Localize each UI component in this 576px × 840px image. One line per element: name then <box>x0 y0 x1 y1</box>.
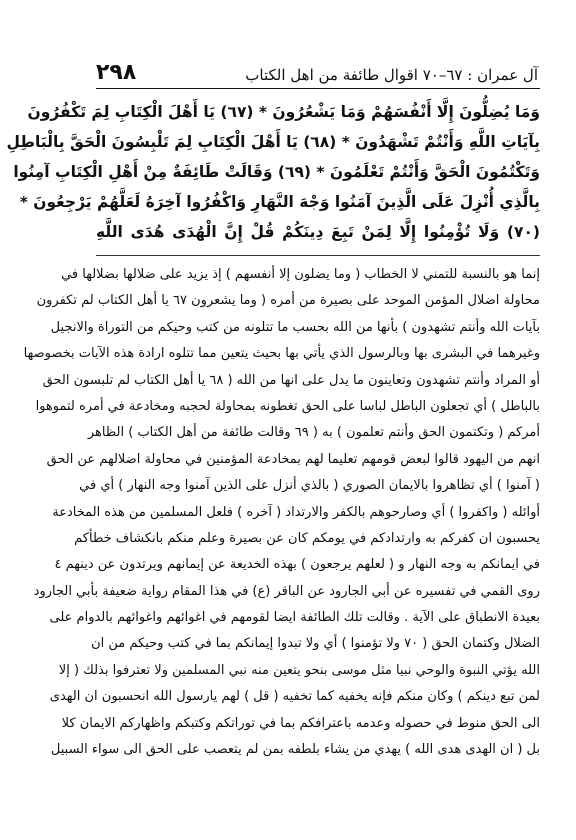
commentary-line: بآيات الله وأنتم تشهدون ) بأنها من الله بحسب ما تتلونه من كتب وحيكم من التوراة والانجيل <box>50 319 540 335</box>
commentary-text <box>23 262 540 763</box>
commentary-line: بالباطل ) أي تجعلون الباطل لباسا على الحق تغطونه بمحاولة لحجبه ومخادعة في أمره لتموهوا <box>35 398 540 414</box>
page-number: ٢٩٨ <box>96 60 137 85</box>
page-header <box>96 56 538 86</box>
commentary-line: بل ( ان الهدى هدى الله ) يهدي من يشاء بلطفه بمن لم يتعصب على الحق الى سواء السبيل <box>50 742 540 758</box>
commentary-line: انهم من اليهود قالوا لبعض قومهم تعليما لهم بمخادعة المؤمنين في محاولة اضلالهم عن الحق <box>46 451 540 467</box>
running-title: آل عمران : ٦٧–٧٠ اقوال طائفة من اهل الكتاب <box>245 66 538 84</box>
quran-line: (٧٠) وَلَا تُؤْمِنُوا إِلَّا لِمَنْ تَبِعَ دِينَكُمْ قُلْ إِنَّ الْهُدَى هُدَى اللَّهِ <box>96 223 540 241</box>
commentary-line: في ايمانكم به وجه النهار و ( لعلهم يرجعون ) بهذه الخديعة عن إيمانهم ويرتدون عن دينهم ٤ <box>54 557 540 573</box>
quran-line: بِآيَاتِ اللَّهِ وَأَنْتُمْ تَشْهَدُونَ * (٦٨) يَا أَهْلَ الْكِتَابِ لِمَ تَلْبِسُونَ الْحَقَّ بِالْبَاطِلِ <box>6 133 540 151</box>
commentary-line: بعيدة الانطباق على الآية . وقالت تلك الطائفة ايضا لقومهم في اغوائهم واغوائهم بالدوام على <box>49 610 540 626</box>
quran-line: وَتَكْتُمُونَ الْحَقَّ وَأَنْتُمْ تَعْلَمُونَ * (٦٩) وَقَالَتْ طَائِفَةٌ مِنْ أَهْلِ الْكِتَابِ آمِنُوا <box>13 163 540 181</box>
commentary-line: إنما هو بالنسبة للتمني لا الخطاب ( وما يضلون إلا أنفسهم ) إذ يزيد على ضلالها بضلالها في <box>61 267 540 282</box>
commentary-line: وغيرهما في البشرى بها وبالرسول الذي يأتي بها بحيث يتعين مما تتلوه ارادة هذه الآيات بخصوصها <box>23 346 540 362</box>
commentary-line: أمركم ( وتكتمون الحق وأنتم تعلمون ) به ( ٦٩ وقالت طائفة من أهل الكتاب ) الظاهر <box>87 425 540 441</box>
commentary-line: الى الحق منوط في حصوله وعدمه باعترافكم بما في توراتكم وكتبكم واظهاركم الايمان كلا <box>61 715 540 731</box>
quran-line: وَمَا يُضِلُّونَ إِلَّا أَنْفُسَهُمْ وَمَا يَشْعُرُونَ * (٦٧) يَا أَهْلَ الْكِتَابِ لِمَ تَكْفُرُونَ <box>27 103 540 121</box>
commentary-line: روى القمي في تفسيره عن أبي الجارود عن الباقر (ع) في هذا المقام رواية ضعيفة بأبي الجارود <box>33 583 540 599</box>
quran-line: بِالَّذِي أُنْزِلَ عَلَى الَّذِينَ آمَنُوا وَجْهَ النَّهَارِ وَاكْفُرُوا آخِرَهُ لَعَلَّهُمْ يَرْجِعُونَ * <box>19 193 540 211</box>
commentary-line: أو المراد وأنتم تشهدون وتعاينون ما يدل على انها من الله ( ٦٨ يا أهل الكتاب لم تلبسون الحق <box>42 372 540 388</box>
section-divider <box>96 255 540 256</box>
commentary-line: محاولة اضلال المؤمن الموحد على بصيرة من أمره ( وما يشعرون ٦٧ يا أهل الكتاب لم تكفرون <box>36 293 540 309</box>
quran-verses <box>6 97 540 247</box>
commentary-line: أوائله ( واكفروا ) أي وصارحوهم بالكفر والارتداد ( آخره ) فلعل المسلمين من هذه المخادعة <box>52 504 540 520</box>
commentary-line: يحسبون ان كفركم به وارتدادكم في يومكم كان عن بصيرة وعلم منكم بانكشاف خطأكم <box>74 530 540 546</box>
commentary-line: الله يؤتي النبوة والوحي نبيا مثل موسى بنحو يتعين منه نبي المسلمين ولا تعترفوا بذلك ( إلا <box>58 662 540 678</box>
header-rule <box>96 88 540 89</box>
commentary-line: ( آمنوا ) أي تظاهروا بالايمان الصوري ( بالذي أنزل على الذين آمنوا وجه النهار ) أي في <box>79 478 540 494</box>
commentary-line: الضلال وكتمان الحق ( ٧٠ ولا تؤمنوا ) أي ولا تبدوا إيمانكم بما في كتب وحيكم من ان <box>91 636 540 652</box>
commentary-line: لمن تبع دينكم ) وكان منكم فإنه يخفيه كما تخفيه ( قل ) لهم يارسول الله انحسبون ان الهدى <box>49 689 540 705</box>
